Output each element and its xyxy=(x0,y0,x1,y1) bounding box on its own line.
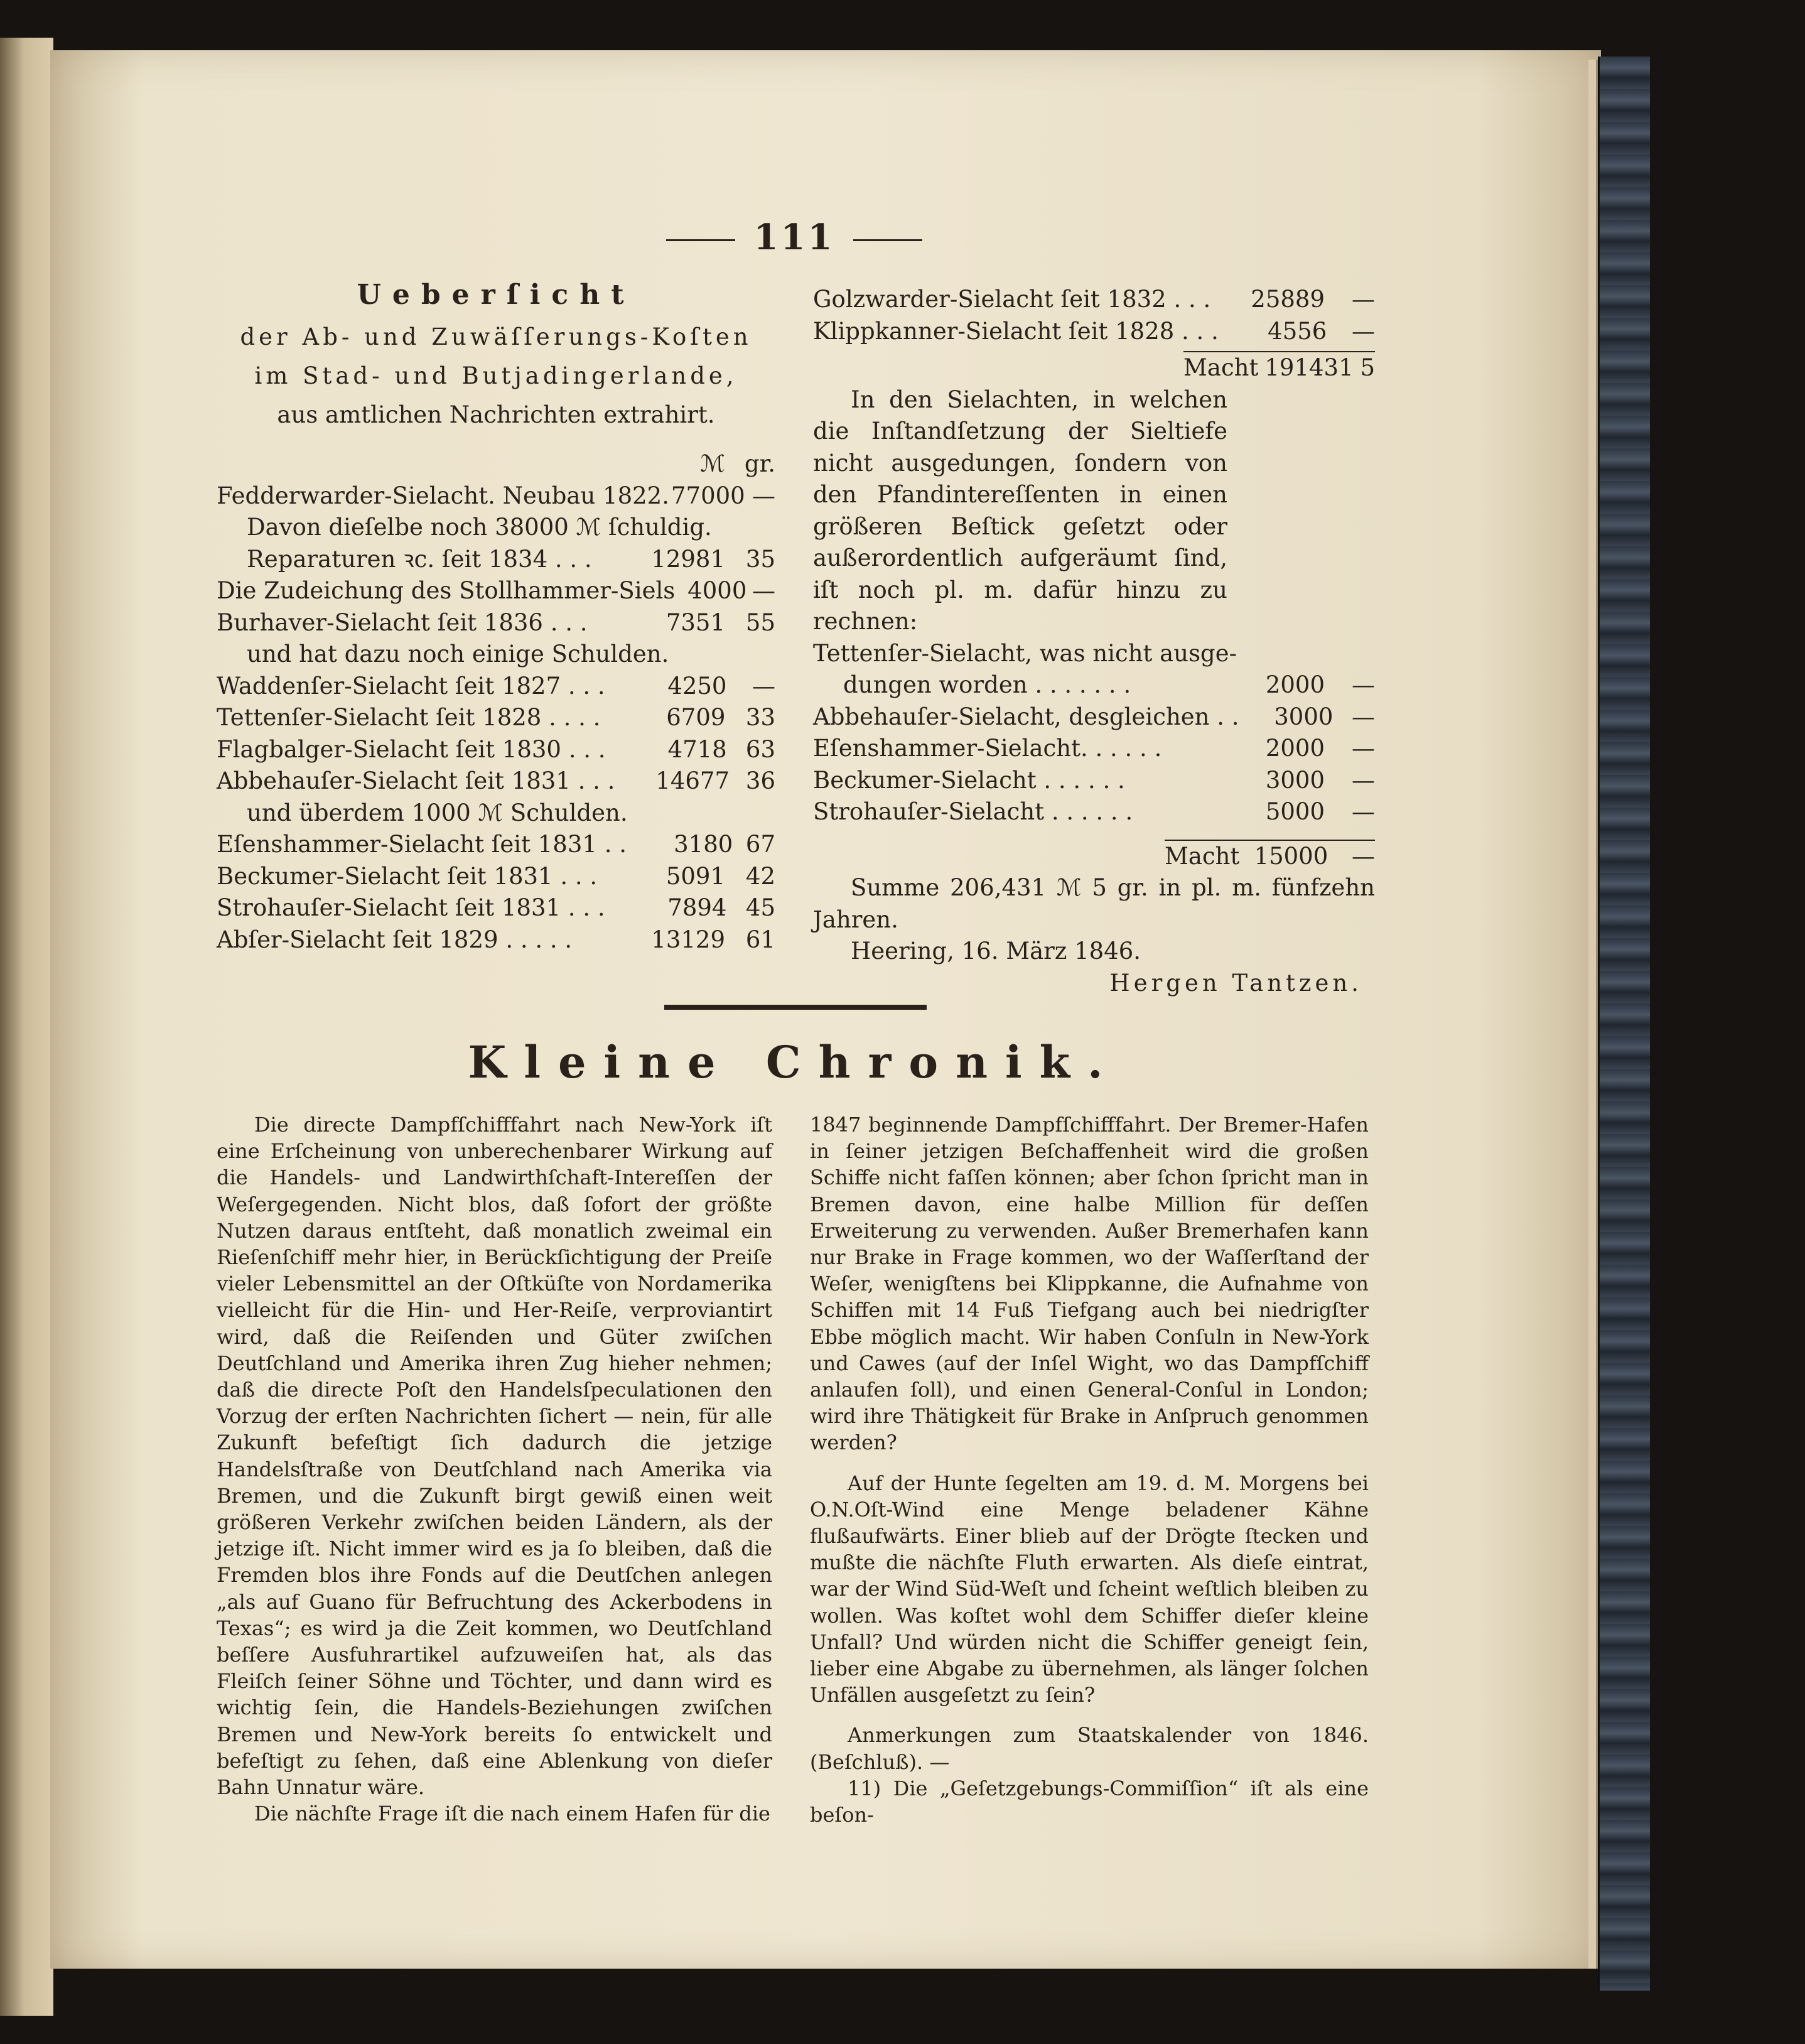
row-thaler: 2000 xyxy=(1265,735,1325,762)
row-groschen xyxy=(733,798,775,830)
section-rule xyxy=(664,1005,927,1010)
row-label: Waddenſer-Sielacht ſeit 1827 . . . xyxy=(217,672,605,700)
table-row xyxy=(217,861,775,893)
row-thaler: 3000 xyxy=(1274,703,1334,730)
row-label: Fedderwarder-Sielacht. Neubau 1822. xyxy=(217,482,669,509)
row-label: Flagbalger-Sielacht ſeit 1830 . . . xyxy=(217,735,606,763)
row-label: Abſer-Sielacht ſeit 1829 . . . . . xyxy=(217,926,573,953)
table-row xyxy=(217,607,775,639)
row-thaler: 5091 xyxy=(665,862,725,890)
row-label: und überdem 1000 ℳ Schulden. xyxy=(247,799,628,826)
chronik-left-column xyxy=(217,1111,772,1827)
table-row xyxy=(813,733,1375,765)
table-row xyxy=(813,765,1375,797)
row-groschen xyxy=(745,639,775,671)
table-row xyxy=(217,892,775,924)
row-thaler: 4250 xyxy=(667,672,727,700)
table-row xyxy=(217,575,775,607)
thaler-header: ℳ xyxy=(700,450,725,477)
row-thaler: 4000 xyxy=(687,577,747,604)
row-label: Abbehauſer-Sielacht, desgleichen . . xyxy=(813,703,1239,730)
total-2-label: Macht xyxy=(1165,842,1240,870)
row-groschen: 35 xyxy=(745,545,775,573)
chronik-paragraph: Die directe Dampfſchifffahrt nach New-York iſt eine Erſcheinung von unberechenbarer Wirkung auf die Handels- und Landwirthſchaft-Intereſſen der Weſergegenden. Nicht blos, daß ſofort der größte Nutzen daraus entſteht, daß monatlich zweimal ein Rieſenſchiff mehr hier, in Berückſichtigung der Preiſe vieler Lebensmittel an der Oſtküſte von Nordamerika vielleicht für die Hin- und Her-Reiſe, verproviantirt wird, daß die Reiſenden und Güter zwiſchen Deutſchland und Amerika ihren Zug hieher nehmen; daß die directe Poſt den Handelsſpeculationen den Vorzug der erſten Nachrichten ſichert — nein, für alle Zukunft befeſtigt ſich dadurch die jetzige Handelsſtraße von Deutſchland nach Amerika via Bremen, und die Zukunft birgt gewiß einen weit größeren Verkehr zwiſchen beiden Ländern, als der jetzige iſt. Nicht immer wird es ja ſo bleiben, daß die Fremden blos ihre Fonds auf die Deutſchen anlegen „als auf Guano für Befruchtung des Ackerbodens in Texas“; es wird ja die Zeit kommen, wo Deutſchland beſſere Ausfuhrartikel aufzuweiſen hat, als das Fleiſch ſeiner Söhne und Töchter, und dann wird es wichtig ſein, die Handels-Beziehungen zwiſchen Bremen und New-York bereits ſo entwickelt und befeſtigt zu ſehen, daß eine Ablenkung von dieſer Bahn Unnatur wäre. xyxy=(217,1113,772,1800)
row-groschen: 67 xyxy=(745,831,775,858)
row-thaler xyxy=(712,512,757,544)
running-header xyxy=(637,217,951,258)
page-stack-edge xyxy=(1588,60,1598,1969)
total-row-2 xyxy=(1165,840,1375,873)
table-row xyxy=(217,512,775,544)
row-thaler: 13129 xyxy=(651,926,725,953)
row-label: Beckumer-Sielacht ſeit 1831 . . . xyxy=(217,862,598,890)
row-groschen: — xyxy=(1352,703,1375,730)
row-thaler: 77000 xyxy=(671,482,745,509)
table-row xyxy=(813,796,1375,828)
table-row xyxy=(217,765,775,798)
table-row xyxy=(217,702,775,734)
row-groschen: — xyxy=(1352,286,1375,313)
table-row xyxy=(813,701,1375,733)
table-row xyxy=(217,480,775,512)
row-groschen: 36 xyxy=(745,767,775,794)
row-groschen: 33 xyxy=(745,704,775,731)
extra-rows xyxy=(813,669,1375,828)
chronik-paragraph: 11) Die „Geſetzgebungs-Commiſſion“ iſt als eine beſon- xyxy=(810,1776,1369,1827)
row-label: Burhaver-Sielacht ſeit 1836 . . . xyxy=(217,608,588,636)
overview-title: Ueberſicht xyxy=(357,279,635,311)
row-groschen: 61 xyxy=(745,926,775,953)
header-rule-right xyxy=(853,239,922,241)
table-row xyxy=(813,669,1375,701)
row-groschen: — xyxy=(752,482,775,509)
row-thaler: 25889 xyxy=(1251,286,1325,313)
row-groschen: — xyxy=(752,672,775,700)
row-thaler: 6709 xyxy=(666,704,726,731)
row-thaler: 7894 xyxy=(667,894,727,921)
row-label: dungen worden . . . . . . . xyxy=(843,671,1131,698)
overview-right-column xyxy=(813,284,1375,999)
header-rule-left xyxy=(666,239,735,241)
total-1-thaler: 191431 xyxy=(1264,354,1354,381)
total-1-label: Macht xyxy=(1183,354,1259,381)
chronik-right-column xyxy=(810,1111,1369,1828)
row-label: Eſenshammer-Sielacht ſeit 1831 . . xyxy=(217,831,627,858)
overview-subtitle-1: der Ab- und Zuwäſſerungs-Koſten xyxy=(240,323,752,350)
facing-page-edge xyxy=(0,38,53,2016)
row-label: und hat dazu noch einige Schulden. xyxy=(247,641,669,668)
row-thaler: 3180 xyxy=(674,831,733,858)
total-2-groschen: — xyxy=(1352,842,1375,870)
row-label: Strohauſer-Sielacht ſeit 1831 . . . xyxy=(217,894,605,921)
row-groschen: — xyxy=(1352,766,1375,794)
row-label: Reparaturen ꝛc. ſeit 1834 . . . xyxy=(247,545,592,573)
row-groschen xyxy=(757,512,775,544)
total-2-thaler: 15000 xyxy=(1254,842,1328,870)
table-row xyxy=(217,798,775,830)
chronik-title: Kleine Chronik. xyxy=(468,1036,1121,1088)
row-label: Davon dieſelbe noch 38000 ℳ ſchuldig. xyxy=(247,514,712,541)
overview-rows xyxy=(217,480,775,956)
overview-paragraph: In den Sielachten, in welchen die Inſtandſetzung der Sieltiefe nicht ausgedungen, ſondern von den Pfandintereſſenten in einen größeren Beſtick geſetzt oder außerordentlich aufgeräumt ſind, iſt noch pl. m. dafür hinzu zu rechnen: xyxy=(813,386,1227,635)
row-label: Eſenshammer-Sielacht. . . . . . xyxy=(813,735,1162,762)
table-row xyxy=(217,734,775,766)
row-thaler: 7351 xyxy=(665,608,725,636)
place-date: Heering, 16. März 1846. xyxy=(851,938,1141,965)
table-row xyxy=(217,671,775,703)
row-label: Golzwarder-Sielacht ſeit 1832 . . . xyxy=(813,286,1211,313)
row-label: Tettenſer-Sielacht ſeit 1828 . . . . xyxy=(217,704,601,731)
row-thaler: 12981 xyxy=(651,545,725,573)
table-row xyxy=(217,639,775,671)
table-row xyxy=(217,829,775,861)
row-groschen: 42 xyxy=(745,862,775,890)
chronik-paragraph: Die nächſte Frage iſt die nach einem Hafen für die xyxy=(254,1802,770,1826)
extra-first-line: Tettenſer-Sielacht, was nicht ausge- xyxy=(813,639,1237,667)
row-thaler: 14677 xyxy=(655,767,730,794)
row-thaler xyxy=(669,639,745,671)
table-row xyxy=(217,544,775,576)
row-label: Klippkanner-Sielacht ſeit 1828 . . . xyxy=(813,317,1219,345)
overview-subtitle-3: aus amtlichen Nachrichten extrahirt. xyxy=(277,401,715,428)
row-label: Abbehauſer-Sielacht ſeit 1831 . . . xyxy=(217,767,615,794)
row-groschen: — xyxy=(1352,317,1375,345)
row-thaler: 3000 xyxy=(1265,766,1325,794)
table-row xyxy=(813,316,1375,348)
summe-line: Summe 206,431 ℳ 5 gr. in pl. m. fünfzehn Jahren. xyxy=(813,874,1375,933)
row-thaler: 2000 xyxy=(1265,671,1325,698)
row-groschen: — xyxy=(1352,671,1375,698)
row-thaler: 4556 xyxy=(1268,317,1327,345)
row-label: Die Zudeichung des Stollhammer-Siels xyxy=(217,577,676,604)
row-groschen: 45 xyxy=(745,894,775,921)
row-thaler: 5000 xyxy=(1265,798,1325,825)
groschen-header: gr. xyxy=(744,450,775,477)
total-1-groschen: 5 xyxy=(1360,354,1375,381)
overview-right-rows xyxy=(813,284,1375,347)
table-row xyxy=(813,284,1375,316)
book-cover-edge xyxy=(1598,57,1650,1991)
total-row-1 xyxy=(1183,351,1375,384)
table-row xyxy=(217,924,775,956)
row-groschen: 63 xyxy=(745,735,775,763)
row-thaler: 4718 xyxy=(667,735,727,763)
row-label: Strohauſer-Sielacht . . . . . . xyxy=(813,798,1133,825)
row-groschen: — xyxy=(1352,735,1375,762)
row-groschen: — xyxy=(1352,798,1375,825)
overview-left-column xyxy=(217,276,775,956)
column-header xyxy=(217,448,775,480)
row-label: Beckumer-Sielacht . . . . . . xyxy=(813,766,1125,794)
page-number: 111 xyxy=(753,217,835,258)
row-groschen: — xyxy=(752,577,775,604)
row-groschen: 55 xyxy=(745,608,775,636)
chronik-paragraph: 1847 beginnende Dampfſchifffahrt. Der Bremer-Hafen in ſeiner jetzigen Beſchaffenheit wird die großen Schiffe nicht faſſen können; aber ſchon ſpricht man in Bremen davon, eine halbe Million für deſſen Erweiterung zu verwenden. Außer Bremerhafen kann nur Brake in Frage kommen, wo der Waſſerſtand der Weſer, wenigſtens bei Klippkanne, die Aufnahme von Schiffen mit 14 Fuß Tiefgang auch bei niedrigſter Ebbe möglich macht. Wir haben Conſuln in New-York und Cawes (auf der Inſel Wight, wo das Dampfſchiff anlaufen ſoll), und einen General-Conſul in London; wird ihre Thätigkeit für Brake in Anſpruch genommen werden? xyxy=(810,1113,1369,1455)
chronik-paragraph: Auf der Hunte ſegelten am 19. d. M. Morgens bei O.N.Oſt-Wind eine Menge beladener Kähne flußaufwärts. Einer blieb auf der Drögte ſtecken und mußte die nächſte Fluth erwarten. Als dieſe eintrat, war der Wind Süd-Weſt und ſcheint weſtlich bleiben zu wollen. Was koſtet wohl dem Schiffer dieſer kleine Unfall? Und würden nicht die Schiffer geneigt ſein, lieber eine Abgabe zu übernehmen, als länger ſolchen Unfällen ausgeſetzt zu ſein? xyxy=(810,1471,1369,1707)
row-thaler xyxy=(628,798,733,830)
chronik-paragraph: Anmerkungen zum Staatskalender von 1846. (Beſchluß). — xyxy=(810,1723,1369,1774)
overview-subtitle-2: im Stad- und Butjadingerlande, xyxy=(254,362,738,389)
signature: Hergen Tantzen. xyxy=(1109,969,1362,997)
